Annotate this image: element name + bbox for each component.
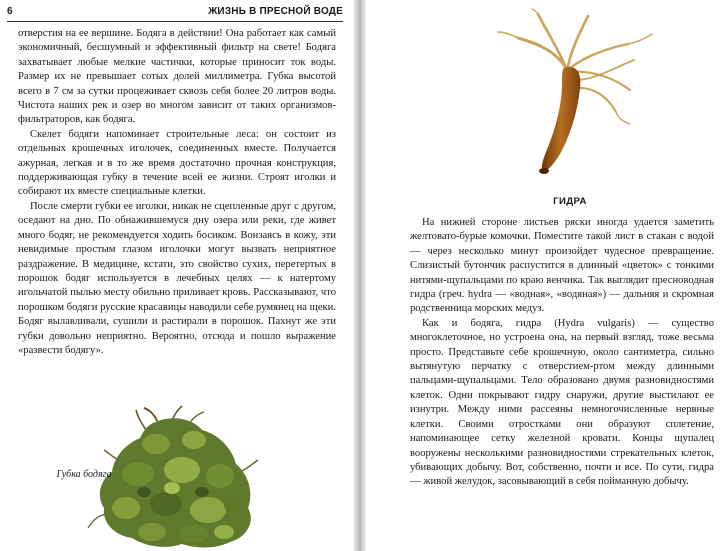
right-body-text bbox=[410, 216, 714, 490]
paragraph: После смерти губки ее иголки, никак не сцепленные друг с другом, оседают на дно. По обнажившемуся дну озера или реки, где живет много бодяг, не рекомендуется ходить босиком. Вонзаясь в кожу, эти невидимые простым глазом иголочки могут вызвать неприятное раздражение. В медицине, кстати, это свойство сухих, перетертых в порошок бодяг используется в лечебных целях — к натертому игольчатой пылью месту обильно приливает кровь. Рассказывают, что порошком бодяги русские красавицы наводили себе румянец на щеки. Бодяг вылавливали, сушили и растирали в порошок. Пахнут же эти губки довольно неприятно. Вероятно, отсюда и пошло выражение «развести бодягу». bbox=[18, 200, 336, 356]
sponge-caption: Губка бодяга bbox=[56, 469, 112, 480]
hydra-figure-heading: ГИДРА bbox=[553, 196, 587, 207]
running-title: ЖИЗНЬ В ПРЕСНОЙ ВОДЕ bbox=[208, 6, 343, 17]
page-number: 6 bbox=[7, 6, 13, 17]
paragraph: Как и бодяга, гидра (Hydra vulgaris) — существо многоклеточное, но устроена она, на первый взгляд, тоже весьма просто. Представьте себе крошечную, около сантиметра, сильно вытянутую перчатку с отверстием-ртом между длинными пальцами-щупальцами. Тело образовано двумя разновидностями клеток. Одни покрывают гидру снаружи, другие выстилают ее изнутри. Между ними рассеяны немногочисленные нервные клетки. Своими отростками они образуют сплетение, напоминающее сетку железной кровати. Концы щупалец вооружены несколькими разновидностями стрекательных клеток, убивающих добычу. Вот, собственно, почти и все. По сути, гидра — живой желудок, засовывающий в себя пойманную добычу. bbox=[410, 317, 714, 488]
paragraph: Скелет бодяги напоминает строительные леса: он состоит из отдельных крошечных иголочек, соединенных вместе. Получается ажурная, легкая и в то же время достаточно прочная конструкция, поддерживающая губку в течение всей ее жизни. Строят иголки и собирают их вместе специальные клетки. bbox=[18, 128, 336, 198]
sponge-illustration bbox=[86, 404, 276, 551]
running-head bbox=[7, 6, 343, 20]
hydra-foot bbox=[539, 168, 549, 174]
left-body-text bbox=[18, 27, 336, 358]
paragraph: отверстия на ее вершине. Бодяга в действии! Она работает как самый экономичный, бесшумный и эффективный фильтр на свете! Бодяга захватывает любые мелкие частички, которые приносит ток воды. Размер их не превышает сотых долей миллиметра. Губка высотой всего в 7 см за сутки процеживает сквозь себя более 20 литров воды. Чистота наших рек и озер во многом зависит от таких организмов-фильтраторов, как бодяга. bbox=[18, 28, 336, 126]
paragraph: На нижней стороне листьев ряски иногда удается заметить желтовато-бурые комочки. Поместите такой лист в стакан с водой — через несколько минут произойдет чудесное превращение. Слизистый бутончик распустится в длинный «цветок» с тонкими нитями-щупальцами по краю венчика. Так выглядит пресноводная гидра (греч. hydra — «водная», «водяная») — дальняя и скромная родственница морских медуз. bbox=[410, 217, 714, 315]
hydra-illustration bbox=[496, 8, 656, 176]
hydra-body bbox=[542, 67, 581, 172]
book-gutter bbox=[354, 0, 366, 551]
header-rule bbox=[7, 21, 343, 22]
